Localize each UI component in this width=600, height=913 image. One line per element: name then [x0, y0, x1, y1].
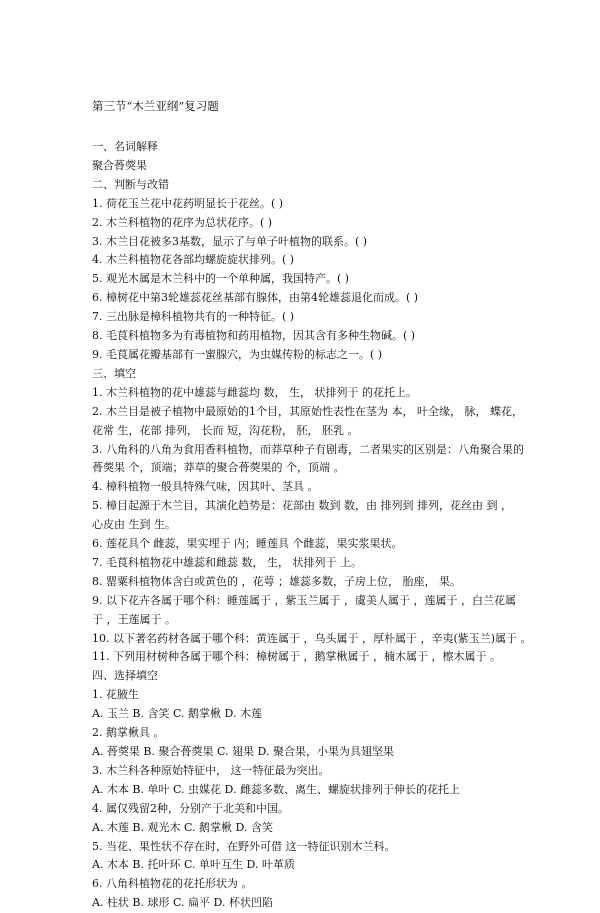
- text-line: 2. 木兰目是被子植物中最原始的1个目，其原始性表性在茎为 本， 叶全缘， 脉， 蝶花，: [92, 404, 523, 418]
- text-line: 1. 荷花玉兰花中花药明显长于花丝。( ): [92, 196, 284, 210]
- text-line: 2. 木兰科植物的花序为总状花序。( ): [92, 215, 273, 229]
- text-line: 聚合蓇葖果: [92, 158, 147, 172]
- text-line: 三、填空: [92, 366, 136, 380]
- text-line: 四、选择填空: [92, 669, 158, 683]
- text-line: 8. 毛茛科植物多为有毒植物和药用植物，因其含有多种生物碱。( ): [92, 329, 416, 343]
- text-line: 一、名词解释: [92, 140, 158, 153]
- text-line: 11. 下列用材树种各属于哪个科：樟树属于 ，鹅掌楸属于 ，楠木属于 ，檫木属于 。: [92, 650, 501, 664]
- text-line: 8. 罂粟科植物体含白或黄色的 ，花萼 ；雄蕊多数，子房上位， 胎座， 果。: [92, 574, 461, 588]
- document-title: 第三节“木兰亚纲”复习题: [92, 99, 219, 113]
- document-body: [92, 138, 572, 913]
- text-line: 心皮由 生到 生。: [92, 518, 176, 532]
- text-line: 10. 以下著名药材各属于哪个科：黄连属于 ，乌头属于 ，厚朴属于 ，辛夷(紫玉兰)属于 。: [92, 631, 532, 645]
- text-line: A. 柱状 B. 球形 C. 扁平 D. 杯状凹陷: [92, 896, 273, 910]
- text-line: 6. 樟树花中第3轮雄蕊花丝基部有腺体，由第4轮雄蕊退化而成。( ): [92, 291, 419, 305]
- text-line: 9. 以下花卉各属于哪个科：睡莲属于 ，紫玉兰属于 ，虞美人属于 ，莲属于 ，白兰花属: [92, 593, 516, 607]
- text-line: 二、判断与改错: [92, 177, 169, 191]
- text-line: A. 玉兰 B. 含笑 C. 鹅掌楸 D. 木莲: [92, 707, 262, 721]
- text-line: 1. 木兰科植物的花中雄蕊与雌蕊均 数， 生， 状排列于 的花托上。: [92, 385, 417, 399]
- text-line: 3. 木兰目花被多3基数，显示了与单子叶植物的联系。( ): [92, 234, 368, 248]
- text-line: 6. 莲花具个 雌蕊，果实埋于 内；睡莲具 个雌蕊，果实浆果状。: [92, 537, 403, 551]
- text-line: A. 蓇葖果 B. 聚合蓇葖果 C. 翅果 D. 聚合果，小果为具翅坚果: [92, 745, 394, 758]
- text-line: 6. 八角科植物花的花托形状为 。: [92, 877, 253, 891]
- text-line: 2. 鹅掌楸具 。: [92, 726, 165, 740]
- text-line: 4. 樟科植物一般具特殊气味，因其叶、茎具 。: [92, 480, 319, 494]
- text-line: 3. 八角科的八角为食用香料植物，而莽草种子有剧毒，二者果实的区别是：八角聚合果的: [92, 442, 524, 456]
- text-line: 7. 毛茛科植物花中雄蕊和雌蕊 数， 生， 状排列于 上。: [92, 555, 362, 569]
- text-line: 3. 木兰科各种原始特征中， 这一特征最为突出。: [92, 763, 330, 777]
- text-line: 蓇葖果 个，顶端；莽草的聚合蓇葖果的 个，顶端 。: [92, 461, 345, 475]
- text-line: 5. 观光木属是木兰科中的一个单种属，我国特产。( ): [92, 272, 350, 286]
- text-line: 7. 三出脉是樟科植物共有的一种特征。( ): [92, 310, 295, 324]
- text-line: 9. 毛茛属花瓣基部有一蜜腺穴，为虫媒传粉的标志之一。( ): [92, 347, 383, 361]
- text-line: A. 木本 B. 托叶环 C. 单叶互生 D. 叶革质: [92, 858, 295, 872]
- text-line: A. 木莲 B. 观光木 C. 鹅掌楸 D. 含笑: [92, 820, 273, 834]
- text-line: 4. 木兰科植物花各部均螺旋旋状排列。( ): [92, 253, 295, 267]
- text-line: A. 木本 B. 单叶 C. 虫媒花 D. 雌蕊多数、离生、螺旋状排列于伸长的花托上: [92, 782, 460, 796]
- text-line: 5. 樟目起源于木兰目，其演化趋势是：花部由 数到 数，由 排列到 排列，花丝由 到 ，: [92, 499, 512, 513]
- text-line: 于 ，王莲属于 。: [92, 612, 176, 626]
- text-line: 花常 生，花部 排列， 长而 短，沟花粉， 胚， 胚乳 。: [92, 423, 359, 437]
- text-line: 5. 当花、果性状不存在时，在野外可借 这一特征识别木兰科。: [92, 839, 396, 853]
- text-line: 1. 花腋生: [92, 688, 139, 702]
- document-page: [92, 96, 572, 913]
- text-line: 4. 属仅残留2种，分别产于北美和中国。: [92, 801, 289, 815]
